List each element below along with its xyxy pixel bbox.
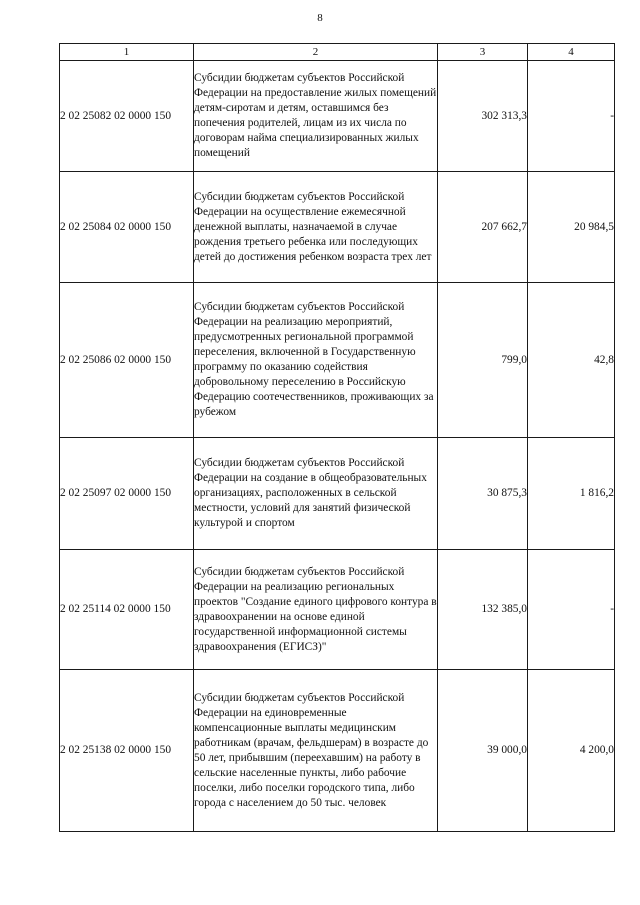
amount-col4-cell: - <box>528 61 615 172</box>
column-header-1: 1 <box>60 44 194 61</box>
budget-code-cell: 2 02 25086 02 0000 150 <box>60 283 194 438</box>
description-cell: Субсидии бюджетам субъектов Российской Федерации на создание в общеобразовательных организациях, расположенных в сельской местности, условий для занятий физической культурой и спортом <box>194 438 438 550</box>
table-row <box>60 550 615 670</box>
table-row <box>60 172 615 283</box>
amount-col3-cell: 799,0 <box>438 283 528 438</box>
table-row <box>60 670 615 832</box>
budget-code-cell: 2 02 25114 02 0000 150 <box>60 550 194 670</box>
column-header-4: 4 <box>528 44 615 61</box>
description-cell: Субсидии бюджетам субъектов Российской Федерации на осуществление ежемесячной денежной выплаты, назначаемой в случае рождения третьего ребенка или последующих детей до достижения ребенком возраста трех лет <box>194 172 438 283</box>
budget-code-cell: 2 02 25138 02 0000 150 <box>60 670 194 832</box>
table-row <box>60 61 615 172</box>
amount-col3-cell: 132 385,0 <box>438 550 528 670</box>
page-number: 8 <box>317 12 323 24</box>
description-cell: Субсидии бюджетам субъектов Российской Федерации на реализацию мероприятий, предусмотренных региональной программой переселения, включенной в Государственную программу по оказанию содействия добровольному переселению в Российскую Федерацию соотечественников, проживающих за рубежом <box>194 283 438 438</box>
description-cell: Субсидии бюджетам субъектов Российской Федерации на реализацию региональных проектов "Создание единого цифрового контура в здравоохранении на основе единой государственной информационной системы здравоохранения (ЕГИСЗ)" <box>194 550 438 670</box>
amount-col3-cell: 207 662,7 <box>438 172 528 283</box>
amount-col4-cell: 1 816,2 <box>528 438 615 550</box>
description-cell: Субсидии бюджетам субъектов Российской Федерации на единовременные компенсационные выплаты медицинским работникам (врачам, фельдшерам) в возрасте до 50 лет, прибывшим (переехавшим) на работу в сельские населенные пункты, либо рабочие поселки, либо поселки городского типа, либо города с населением до 50 тыс. человек <box>194 670 438 832</box>
amount-col4-cell: 4 200,0 <box>528 670 615 832</box>
column-header-2: 2 <box>194 44 438 61</box>
amount-col4-cell: 20 984,5 <box>528 172 615 283</box>
table-header-row <box>60 44 615 61</box>
amount-col4-cell: - <box>528 550 615 670</box>
budget-revenue-table <box>59 43 615 832</box>
table-row <box>60 438 615 550</box>
amount-col3-cell: 30 875,3 <box>438 438 528 550</box>
amount-col3-cell: 302 313,3 <box>438 61 528 172</box>
budget-code-cell: 2 02 25097 02 0000 150 <box>60 438 194 550</box>
budget-code-cell: 2 02 25082 02 0000 150 <box>60 61 194 172</box>
amount-col3-cell: 39 000,0 <box>438 670 528 832</box>
description-cell: Субсидии бюджетам субъектов Российской Федерации на предоставление жилых помещений детям-сиротам и детям, оставшимся без попечения родителей, лицам из их числа по договорам найма специализированных жилых помещений <box>194 61 438 172</box>
column-header-3: 3 <box>438 44 528 61</box>
amount-col4-cell: 42,8 <box>528 283 615 438</box>
table-row <box>60 283 615 438</box>
budget-code-cell: 2 02 25084 02 0000 150 <box>60 172 194 283</box>
